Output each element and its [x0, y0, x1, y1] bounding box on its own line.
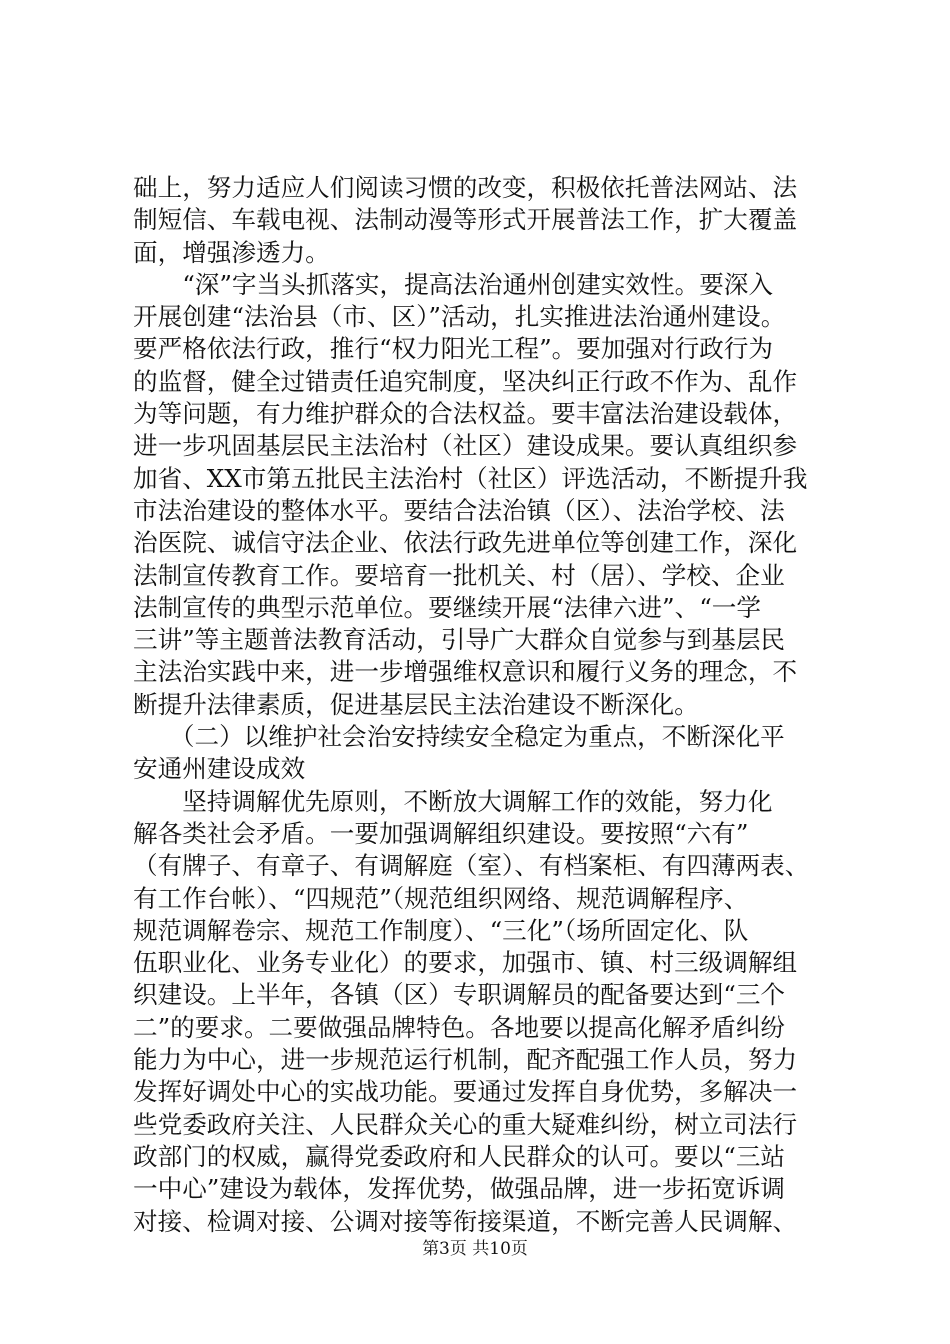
text-line: 政部门的权威，赢得党委政府和人民群众的认可。要以“三站 — [133, 1141, 786, 1171]
text-line: 础上，努力适应人们阅读习惯的改变，积极依托普法网站、法 — [133, 173, 798, 202]
text-line: 市法治建设的整体水平。要结合法治镇（区）、法治学校、法 — [133, 495, 785, 525]
text-line: 发挥好调处中心的实战功能。要通过发挥自身优势，多解决一 — [133, 1077, 798, 1107]
text-line: 三讲”等主题普法教育活动，引导广大群众自觉参与到基层民 — [133, 625, 786, 655]
text-line: 坚持调解优先原则，不断放大调解工作的效能，努力化 — [133, 786, 773, 816]
section-heading-line: （二）以维护社会治安持续安全稳定为重点，不断深化平 — [133, 722, 785, 752]
text-line: 断提升法律素质，促进基层民主法治建设不断深化。 — [133, 689, 699, 719]
text-line: 进一步巩固基层民主法治村（社区）建设成果。要认真组织参 — [133, 431, 798, 461]
text-line: 的监督，健全过错责任追究制度，坚决纠正行政不作为、乱作 — [133, 366, 798, 396]
text-line: 开展创建“法治县（市、区）”活动，扎实推进法治通州建设。 — [133, 302, 786, 332]
text-line: 能力为中心，进一步规范运行机制，配齐配强工作人员，努力 — [133, 1045, 798, 1075]
body-text — [133, 172, 833, 1238]
text-line: 有工作台帐）、“四规范”（规范组织网络、规范调解程序、 — [133, 883, 749, 913]
text-line: 面，增强渗透力。 — [133, 237, 330, 267]
text-line: 二”的要求。二要做强品牌特色。各地要以提高化解矛盾纠纷 — [133, 1012, 786, 1042]
section-heading-line: 安通州建设成效 — [133, 754, 306, 784]
text-line: 制短信、车载电视、法制动漫等形式开展普法工作，扩大覆盖 — [133, 205, 798, 235]
text-line: 法制宣传的典型示范单位。要继续开展“法律六进”、“一学 — [133, 592, 761, 622]
text-line: 对接、检调对接、公调对接等衔接渠道，不断完善人民调解、 — [133, 1206, 798, 1236]
text-line: 加省、XX市第五批民主法治村（社区）评选活动，不断提升我 — [133, 463, 808, 493]
text-line: 一中心”建设为载体，发挥优势，做强品牌，进一步拓宽诉调 — [133, 1174, 786, 1204]
text-line: 些党委政府关注、人民群众关心的重大疑难纠纷，树立司法行 — [133, 1109, 798, 1139]
text-line: （有牌子、有章子、有调解庭（室）、有档案柜、有四薄两表、 — [133, 851, 810, 881]
text-line: 织建设。上半年，各镇（区）专职调解员的配备要达到“三个 — [133, 980, 786, 1010]
text-line: “深”字当头抓落实，提高法治通州创建实效性。要深入 — [133, 269, 773, 299]
text-line: 解各类社会矛盾。一要加强调解组织建设。要按照“六有” — [133, 818, 749, 848]
text-line: 法制宣传教育工作。要培育一批机关、村（居）、学校、企业 — [133, 560, 785, 590]
text-line: 规范调解卷宗、规范工作制度）、“三化”（场所固定化、队 — [133, 915, 749, 945]
text-line: 伍职业化、业务专业化）的要求，加强市、镇、村三级调解组 — [133, 948, 798, 978]
page-number-footer: 第3页 共10页 — [422, 1239, 528, 1259]
text-line: 主法治实践中来，进一步增强维权意识和履行义务的理念，不 — [133, 657, 798, 687]
text-line: 为等问题，有力维护群众的合法权益。要丰富法治建设载体， — [133, 399, 798, 429]
text-line: 治医院、诚信守法企业、依法行政先进单位等创建工作，深化 — [133, 528, 798, 558]
text-line: 要严格依法行政，推行“权力阳光工程”。要加强对行政行为 — [133, 334, 773, 364]
